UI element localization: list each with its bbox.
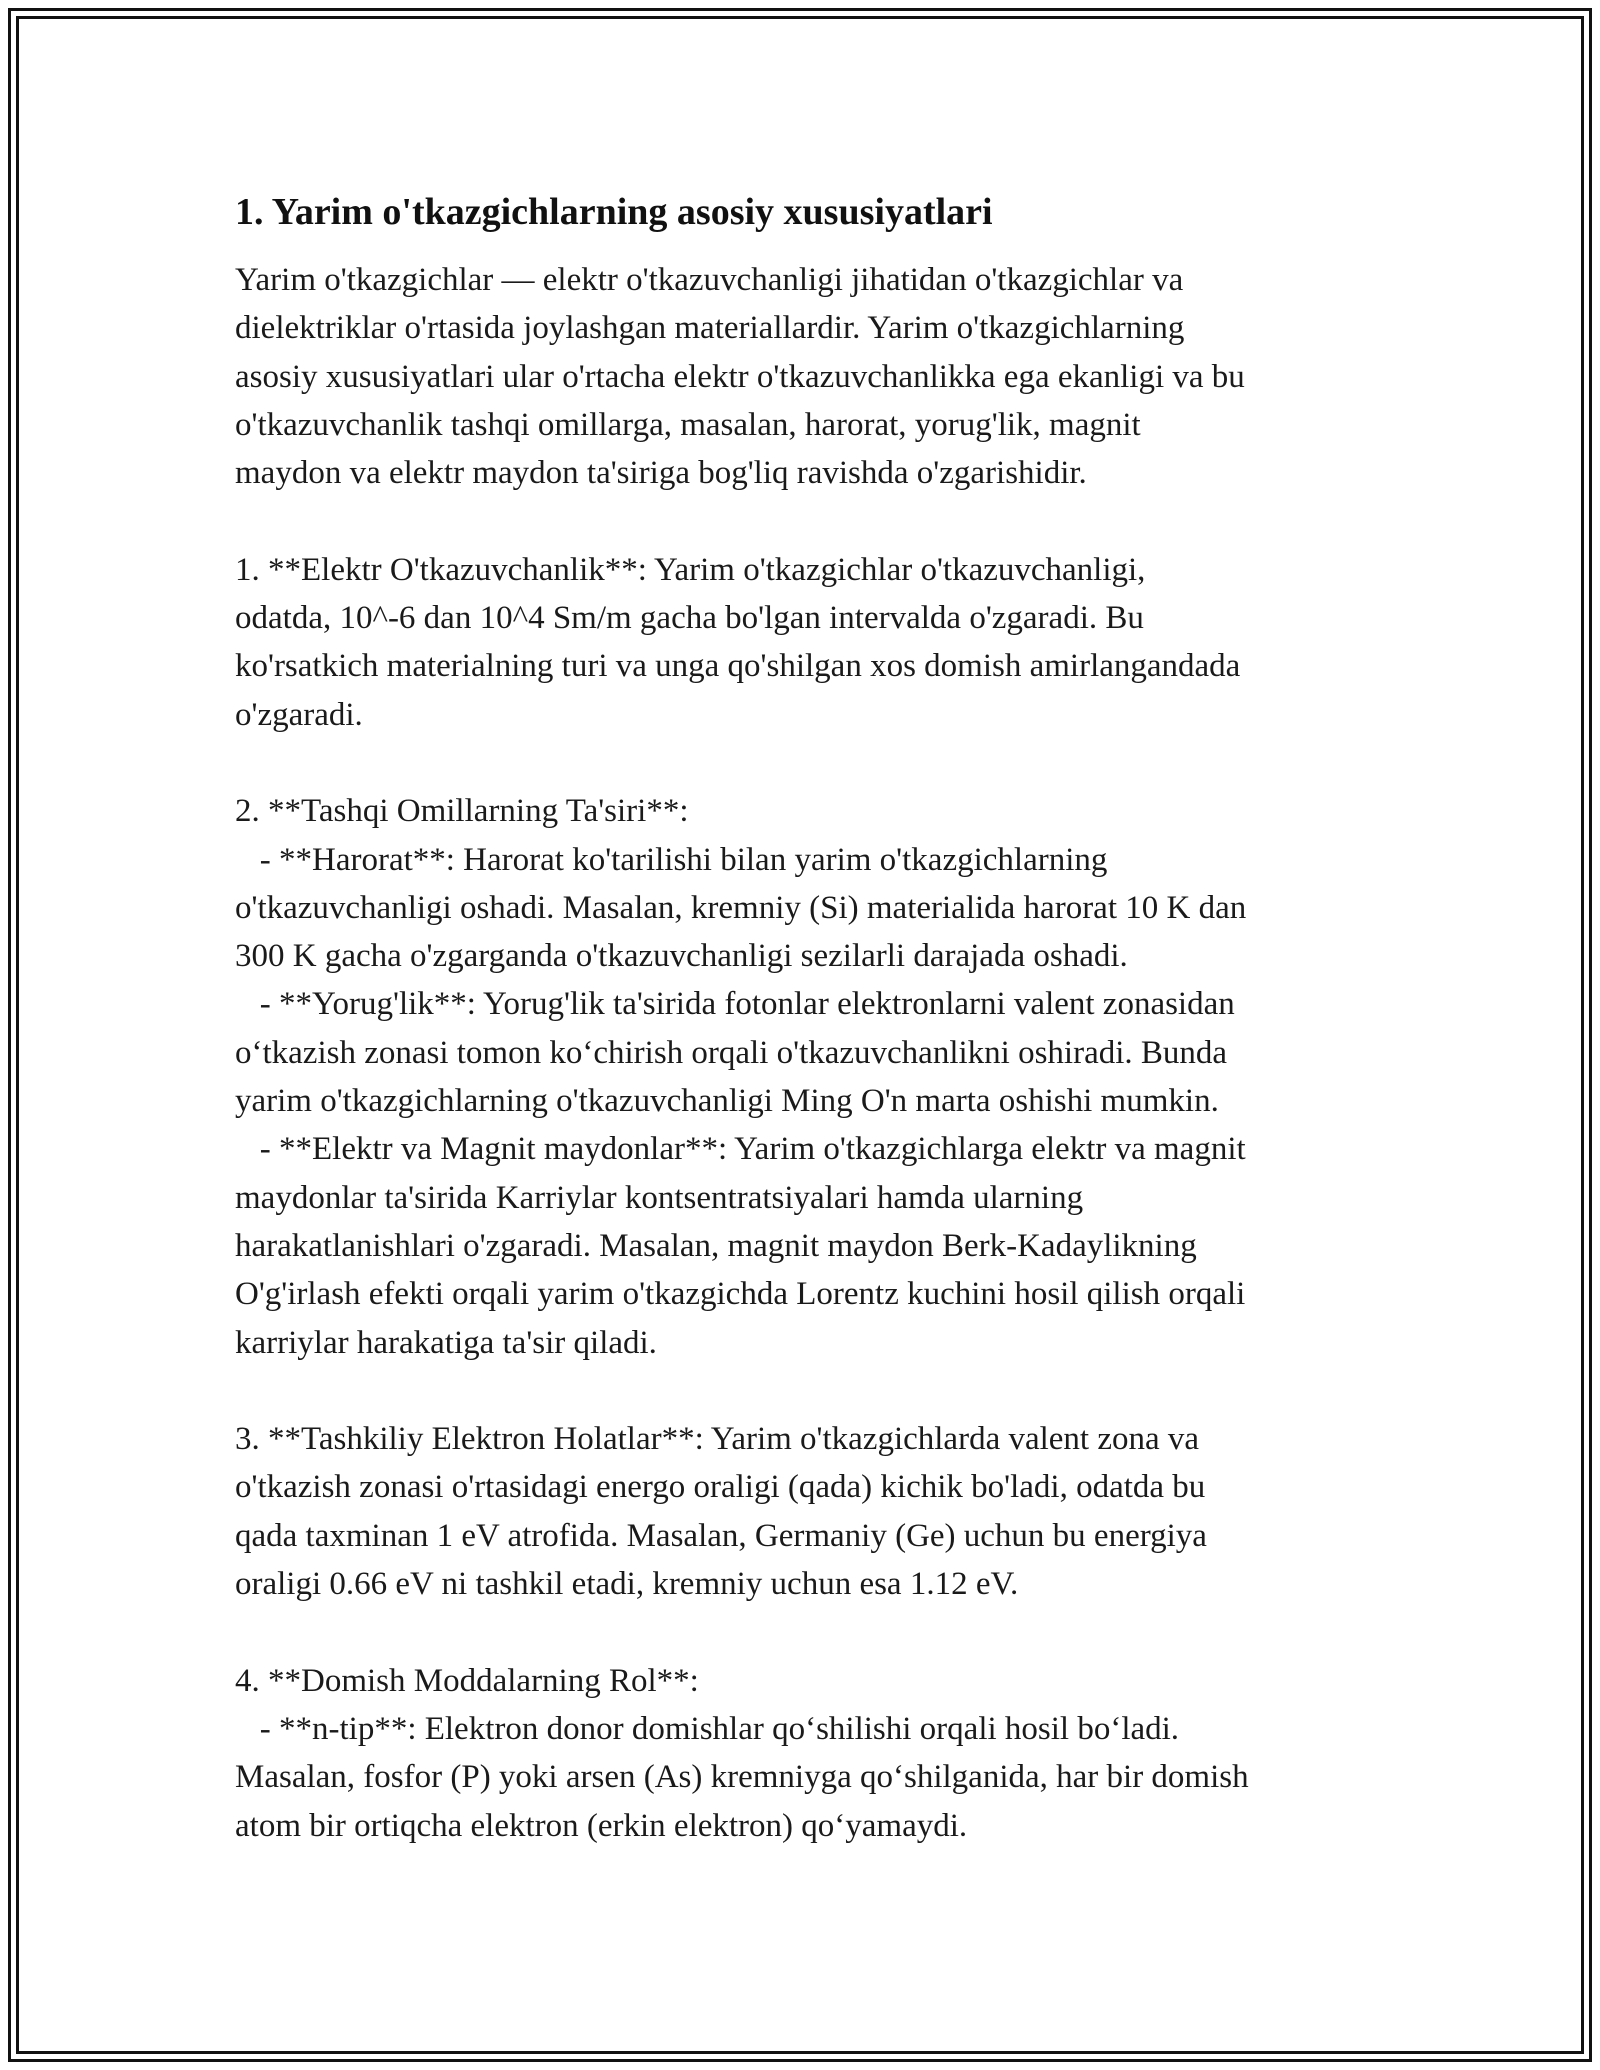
document-body: Yarim o'tkazgichlar — elektr o'tkazuvchanligi jihatidan o'tkazgichlar va dielektriklar o'rtasida joylashgan materiallardir. Yarim o'tkazgichlarning asosiy xususiyatlari ular o'rtacha elektr o'tkazuvchanlikka ega ekanligi va bu o'tkazuvchanlik tashqi omillarga, masalan, harorat, yorug'lik, magnit maydon va elektr maydon ta'siriga bog'liq ravishda o'zgarishidir. 1. **Elektr O'tkazuvchanlik**: Yarim o'tkazgichlar o'tkazuvchanligi, odatda, 10^-6 dan 10^4 Sm/m gacha bo'lgan intervalda o'zgaradi. Bu ko'rsatkich materialning turi va unga qo'shilgan xos domish amirlangandada o'zgaradi. 2. **Tashqi Omillarning Ta'siri**: - **Harorat**: Harorat ko'tarilishi bilan yarim o'tkazgichlarning o'tkazuvchanligi oshadi. Masalan, kremniy (Si) materialida harorat 10 K dan 300 K gacha o'zgarganda o'tkazuvchanligi sezilarli darajada oshadi. - **Yorug'lik**: Yorug'lik ta'sirida fotonlar elektronlarni valent zonasidan o‘tkazish zonasi tomon ko‘chirish orqali o'tkazuvchanlikni oshiradi. Bunda yarim o'tkazgichlarning o'tkazuvchanligi Ming O'n marta oshishi mumkin. - **Elektr va Magnit maydonlar**: Yarim o'tkazgichlarga elektr va magnit maydonlar ta'sirida Karriylar kontsentratsiyalari hamda ularning harakatlanishlari o'zgaradi. Masalan, magnit maydon Berk-Kadaylikning O'g'irlash efekti orqali yarim o'tkazgichda Lorentz kuchini hosil qilish orqali karriylar harakatiga ta'sir qiladi. 3. **Tashkiliy Elektron Holatlar**: Yarim o'tkazgichlarda valent zona va o'tkazish zonasi o'rtasidagi energo oraligi (qada) kichik bo'ladi, odatda bu qada taxminan 1 eV atrofida. Masalan, Germaniy (Ge) uchun bu energiya oraligi 0.66 eV ni tashkil etadi, kremniy uchun esa 1.12 eV. 4. **Domish Moddalarning Rol**: - **n-tip**: Elektron donor domishlar qo‘shilishi orqali hosil bo‘ladi. Masalan, fosfor (P) yoki arsen (As) kremniyga qo‘shilganida, har bir domish atom bir ortiqcha elektron (erkin elektron) qo‘yamaydi. [235, 262, 1249, 1844]
document-content [235, 188, 1375, 1850]
document-title: 1. Yarim o'tkazgichlarning asosiy xususiyatlari [235, 191, 993, 233]
